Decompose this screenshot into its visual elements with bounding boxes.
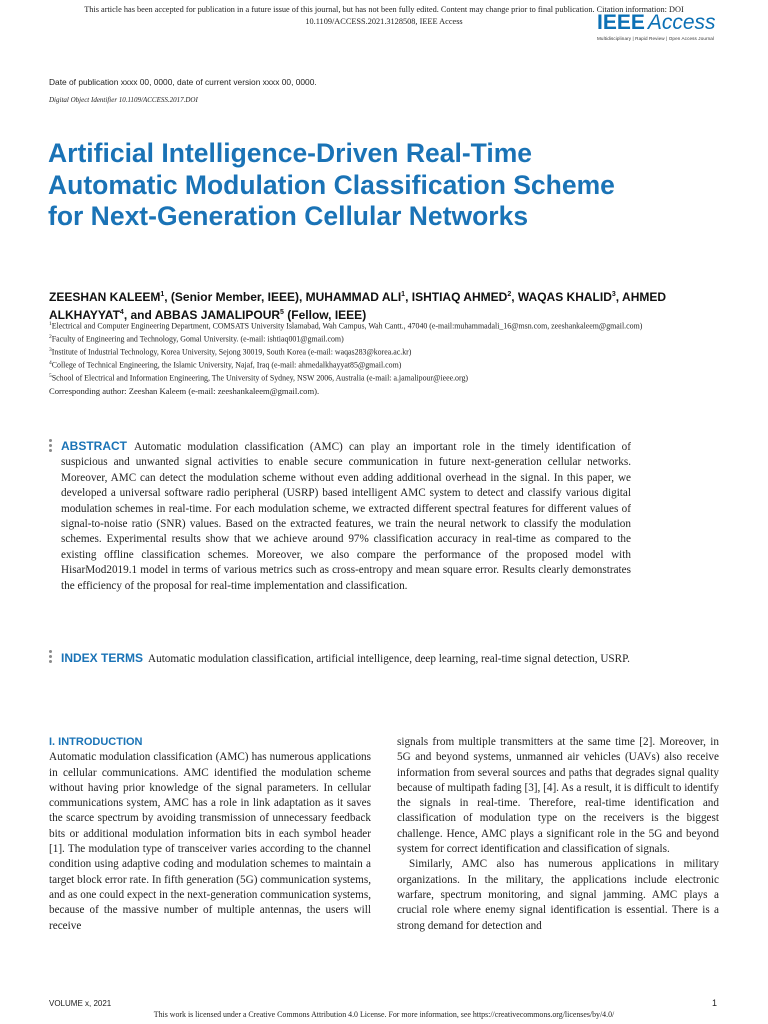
body-column-right <box>397 735 719 934</box>
affiliation-text: Electrical and Computer Engineering Department, COMSATS University Islamabad, Wah Campus, Wah Cantt., 47040 (e-mail:muhammadali_16@msn.com, zeeshankaleem@gmail.com) <box>51 321 643 331</box>
author-name: ABBAS JAMALIPOUR <box>154 308 281 322</box>
affiliation-text: College of Technical Engineering, the Islamic University, Najaf, Iraq (e-mail: ahmedalkhayyat85@gmail.com) <box>51 360 402 370</box>
body-paragraph: signals from multiple transmitters at the same time [2]. Moreover, in 5G and beyond systems, unmanned air vehicles (UAVs) also receive information from several sources and paths that degrades signal quality because of multipath fading [3], [4]. As a result, it is difficult to identify the signals in real-time. Therefore, real-time identification and classification of modulation type on the receivers is the biggest challenge. Hence, AMC plays a significant role in the 5G and beyond system for correct identification and classification of signals. <box>397 736 719 856</box>
author-affil-mark: 1 <box>160 291 165 298</box>
author-affil-mark: 5 <box>280 309 284 316</box>
affiliation-mark: 5 <box>49 372 52 379</box>
affiliation-text: Institute of Industrial Technology, Korea University, Sejong 30019, South Korea (e-mail: waqas283@korea.ac.kr) <box>51 347 412 357</box>
index-terms-dots-icon <box>49 650 52 665</box>
doi-line: Digital Object Identifier 10.1109/ACCESS.2017.DOI <box>49 96 198 104</box>
affiliation-item <box>49 319 669 332</box>
body-paragraph: Similarly, AMC also has numerous applications in military organizations. In the military, the applications include electronic warfare, spectrum monitoring, and signal jamming. AMC plays a crucial role where enemy signal identification is essential. There is a strong demand for detection and <box>397 858 719 932</box>
index-terms-block <box>61 651 631 667</box>
author-name: WAQAS KHALID <box>517 290 612 304</box>
author-affil-mark: 3 <box>611 291 616 298</box>
abstract-dots-icon <box>49 439 52 454</box>
paper-title: Artificial Intelligence-Driven Real-Time Automatic Modulation Classification Scheme for Next-Generation Cellular Networks <box>48 138 615 231</box>
abstract-text: Automatic modulation classification (AMC) can play an important role in the timely identification of suspicious and unwanted signal activities to enable secure communication in future next-generation cellular networks. Moreover, AMC can detect the modulation scheme without even adding additional overhead in the signal. In this paper, we developed a universal software radio peripheral (USRP) based intelligent AMC system to detect and classify various digital modulation schemes in real-time. For each modulation scheme, we extracted different spectral features for different values of signal-to-noise ratio (SNR) values. Based on the extracted features, we train the neural network to classify the modulation schemes. Experimental results show that we achieve around 97% classification accuracy in real-time as compared to the existing offline classification schemes. Moreover, we also compare the performance of the proposed model with HisarMod2019.1 model in terms of various metrics such as cross-entropy and mean square error. Results clearly demonstrates the efficiency of the proposal for real-time implementation and classification. <box>61 441 631 592</box>
author-name: ISHTIAQ AHMED <box>411 290 508 304</box>
author-suffix: , (Senior Member, IEEE), <box>164 290 306 304</box>
logo-ieee-text: IEEE <box>597 11 645 34</box>
affiliation-mark: 4 <box>49 359 52 366</box>
index-terms-heading: INDEX TERMS <box>61 651 144 665</box>
logo-tagline: Multidisciplinary | Rapid Review | Open Access Journal <box>597 36 715 41</box>
license-notice: This work is licensed under a Creative Commons Attribution 4.0 License. For more information, see https://creativecommons.org/licenses/by/4.0/ <box>153 1010 615 1019</box>
author-list <box>49 287 689 323</box>
author-suffix: , <box>511 290 518 304</box>
ieee-access-logo <box>597 11 737 41</box>
corresponding-author: Corresponding author: Zeeshan Kaleem (e-mail: zeeshankaleem@gmail.com). <box>49 386 320 396</box>
affiliation-item <box>49 358 669 371</box>
abstract-heading: ABSTRACT <box>61 439 127 453</box>
abstract-block <box>61 439 631 594</box>
author-suffix: , <box>615 290 623 304</box>
affiliation-item <box>49 371 669 384</box>
affiliation-text: School of Electrical and Information Engineering, The University of Sydney, NSW 2006, Australia (e-mail: a.jamalipour@ieee.org) <box>51 373 469 383</box>
affiliation-mark: 2 <box>49 333 52 340</box>
publication-date: Date of publication xxxx 00, 0000, date of current version xxxx 00, 0000. <box>49 77 317 87</box>
affiliation-text: Faculty of Engineering and Technology, Gomal University. (e-mail: ishtiaq001@gmail.com) <box>51 334 344 344</box>
author-name: MUHAMMAD ALI <box>305 290 402 304</box>
index-terms-text: Automatic modulation classification, artificial intelligence, deep learning, real-time signal detection, USRP. <box>148 653 630 665</box>
author-suffix: , <box>405 290 412 304</box>
author-affil-mark: 2 <box>507 291 512 298</box>
body-paragraph: Automatic modulation classification (AMC) has numerous applications in cellular communications. AMC identified the modulation scheme without having prior knowledge of the signal parameters. In cellular communications system, AMC has a role in link adaptation as it saves the scarce spectrum by avoiding transmission of unnecessary feedback bits or additional modulation information bits in each symbol header [1]. The modulation type of transceiver varies according to the channel condition using adaptive coding and modulation schemes to maintain a target block error rate. In fifth generation (5G) communication systems, and as one could expect in the next-generation communication systems, because of the massive number of multiple antennas, the users will receive <box>49 751 371 932</box>
journal-notice-line2: 10.1109/ACCESS.2021.3128508, IEEE Access <box>305 17 463 26</box>
author-affil-mark: 1 <box>401 291 406 298</box>
author-suffix: (Fellow, IEEE) <box>283 308 367 322</box>
affiliation-mark: 1 <box>49 321 52 327</box>
affiliation-mark: 3 <box>49 346 52 353</box>
author-suffix: , and <box>123 308 155 322</box>
logo-access-text: Access <box>647 11 716 34</box>
affiliation-item <box>49 332 669 345</box>
affiliation-list <box>49 319 669 384</box>
journal-notice-line1: This article has been accepted for publication in a future issue of this journal, but has not been fully edited. Content may change prior to final publication. Citation information: DOI <box>84 5 684 14</box>
footer-page-number: 1 <box>712 998 718 1008</box>
footer-volume: VOLUME x, 2021 <box>49 999 112 1008</box>
author-affil-mark: 4 <box>119 309 124 316</box>
body-column-left <box>49 735 371 934</box>
affiliation-item <box>49 345 669 358</box>
author-name: ZEESHAN KALEEM <box>49 290 161 304</box>
section-heading: I. INTRODUCTION <box>49 736 143 748</box>
author-name: AHMED ALKHAYYAT <box>49 290 667 322</box>
